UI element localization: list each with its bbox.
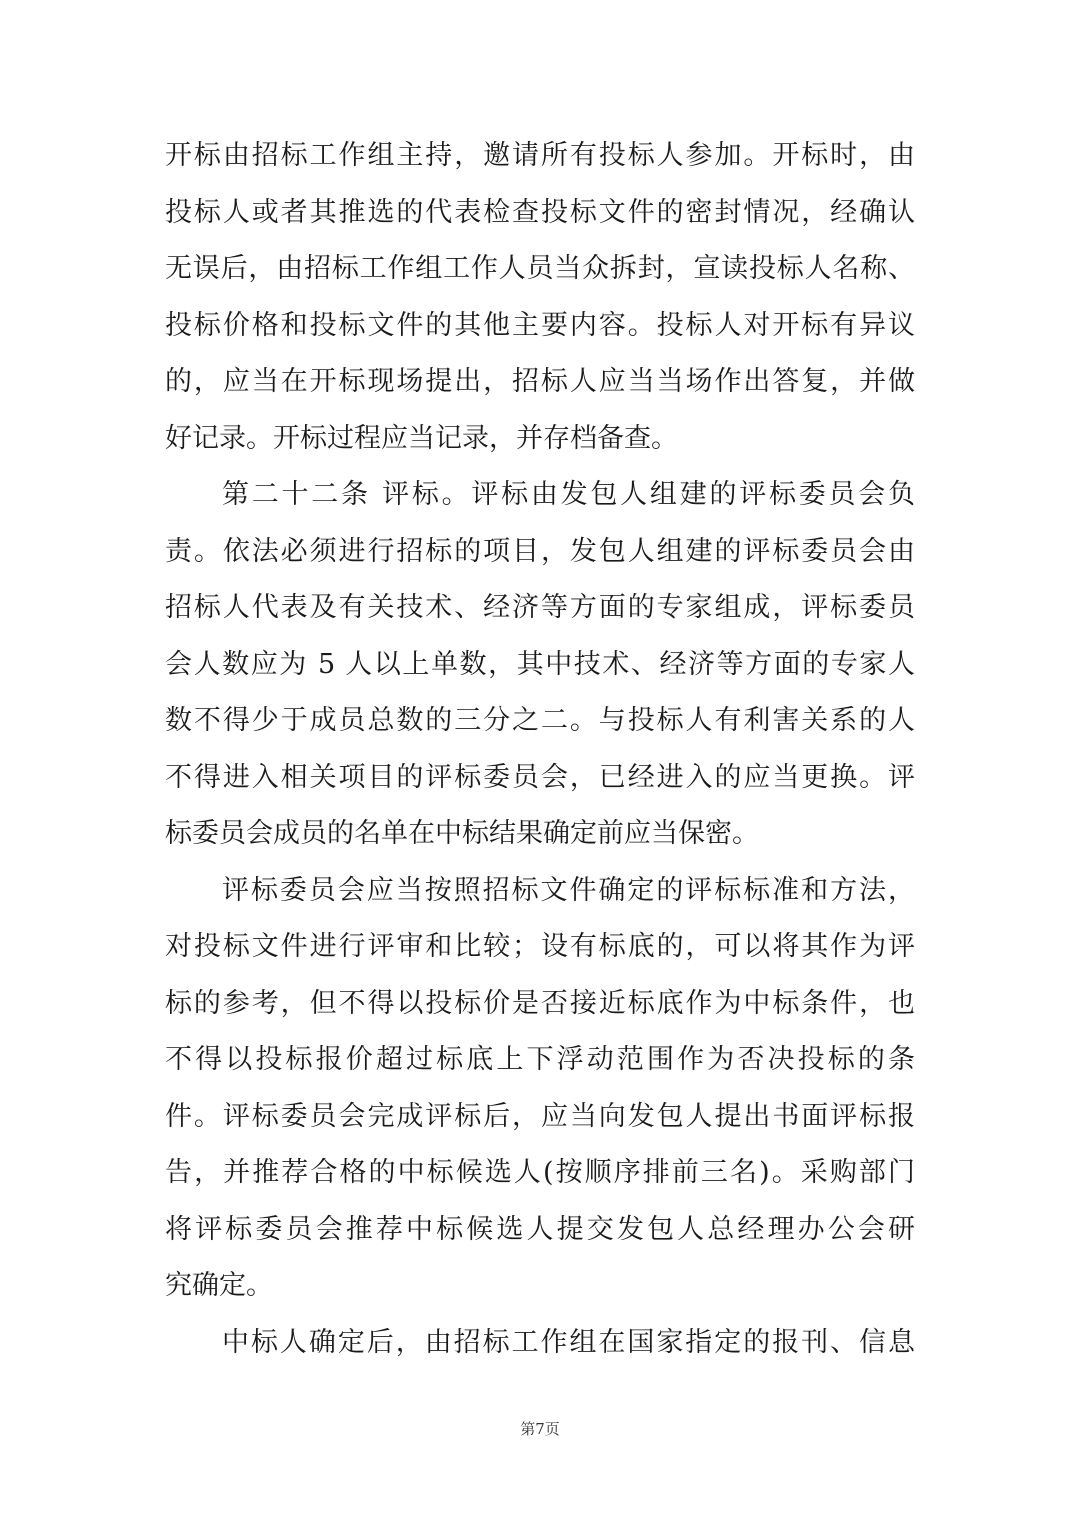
- text-line: 将评标委员会推荐中标候选人提交发包人总经理办公会研: [165, 1213, 915, 1245]
- body-text: [165, 128, 915, 1371]
- text-line: 无误后，由招标工作组工作人员当众拆封，宣读投标人名称、: [165, 253, 915, 284]
- text-line: 评标委员会应当按照招标文件确定的评标标准和方法，: [222, 874, 915, 906]
- text-line: 究确定。: [165, 1270, 273, 1301]
- text-line: 责。依法必须进行招标的项目，发包人组建的评标委员会由: [165, 535, 915, 567]
- text-line: 中标人确定后，由招标工作组在国家指定的报刊、信息: [222, 1326, 915, 1358]
- text-line: 的，应当在开标现场提出，招标人应当当场作出答复，并做: [165, 366, 915, 397]
- text-line: 数不得少于成员总数的三分之二。与投标人有利害关系的人: [165, 705, 915, 736]
- text-line: 招标人代表及有关技术、经济等方面的专家组成，评标委员: [165, 592, 915, 623]
- text-line: 开标由招标工作组主持，邀请所有投标人参加。开标时，由: [165, 140, 915, 171]
- text-line: 投标人或者其推选的代表检查投标文件的密封情况，经确认: [165, 196, 915, 228]
- text-line: 标的参考，但不得以投标价是否接近标底作为中标条件，也: [165, 987, 915, 1019]
- text-line: 件。评标委员会完成评标后，应当向发包人提出书面评标报: [165, 1100, 915, 1132]
- text-line: 不得以投标报价超过标底上下浮动范围作为否决投标的条: [165, 1044, 915, 1075]
- text-line: 好记录。开标过程应当记录，并存档备查。: [165, 422, 678, 454]
- text-line: 会人数应为 5 人以上单数，其中技术、经济等方面的专家人: [165, 648, 915, 680]
- text-line: 第二十二条 评标。评标由发包人组建的评标委员会负: [222, 479, 915, 510]
- text-line: 标委员会成员的名单在中标结果确定前应当保密。: [165, 818, 759, 849]
- text-line: 对投标文件进行评审和比较；设有标底的，可以将其作为评: [165, 931, 915, 962]
- text-line: 投标价格和投标文件的其他主要内容。投标人对开标有异议: [165, 309, 915, 341]
- text-line: 告，并推荐合格的中标候选人(按顺序排前三名)。采购部门: [165, 1157, 915, 1188]
- text-line: 不得进入相关项目的评标委员会，已经进入的应当更换。评: [165, 761, 915, 793]
- page-number: 第7页: [520, 1420, 560, 1438]
